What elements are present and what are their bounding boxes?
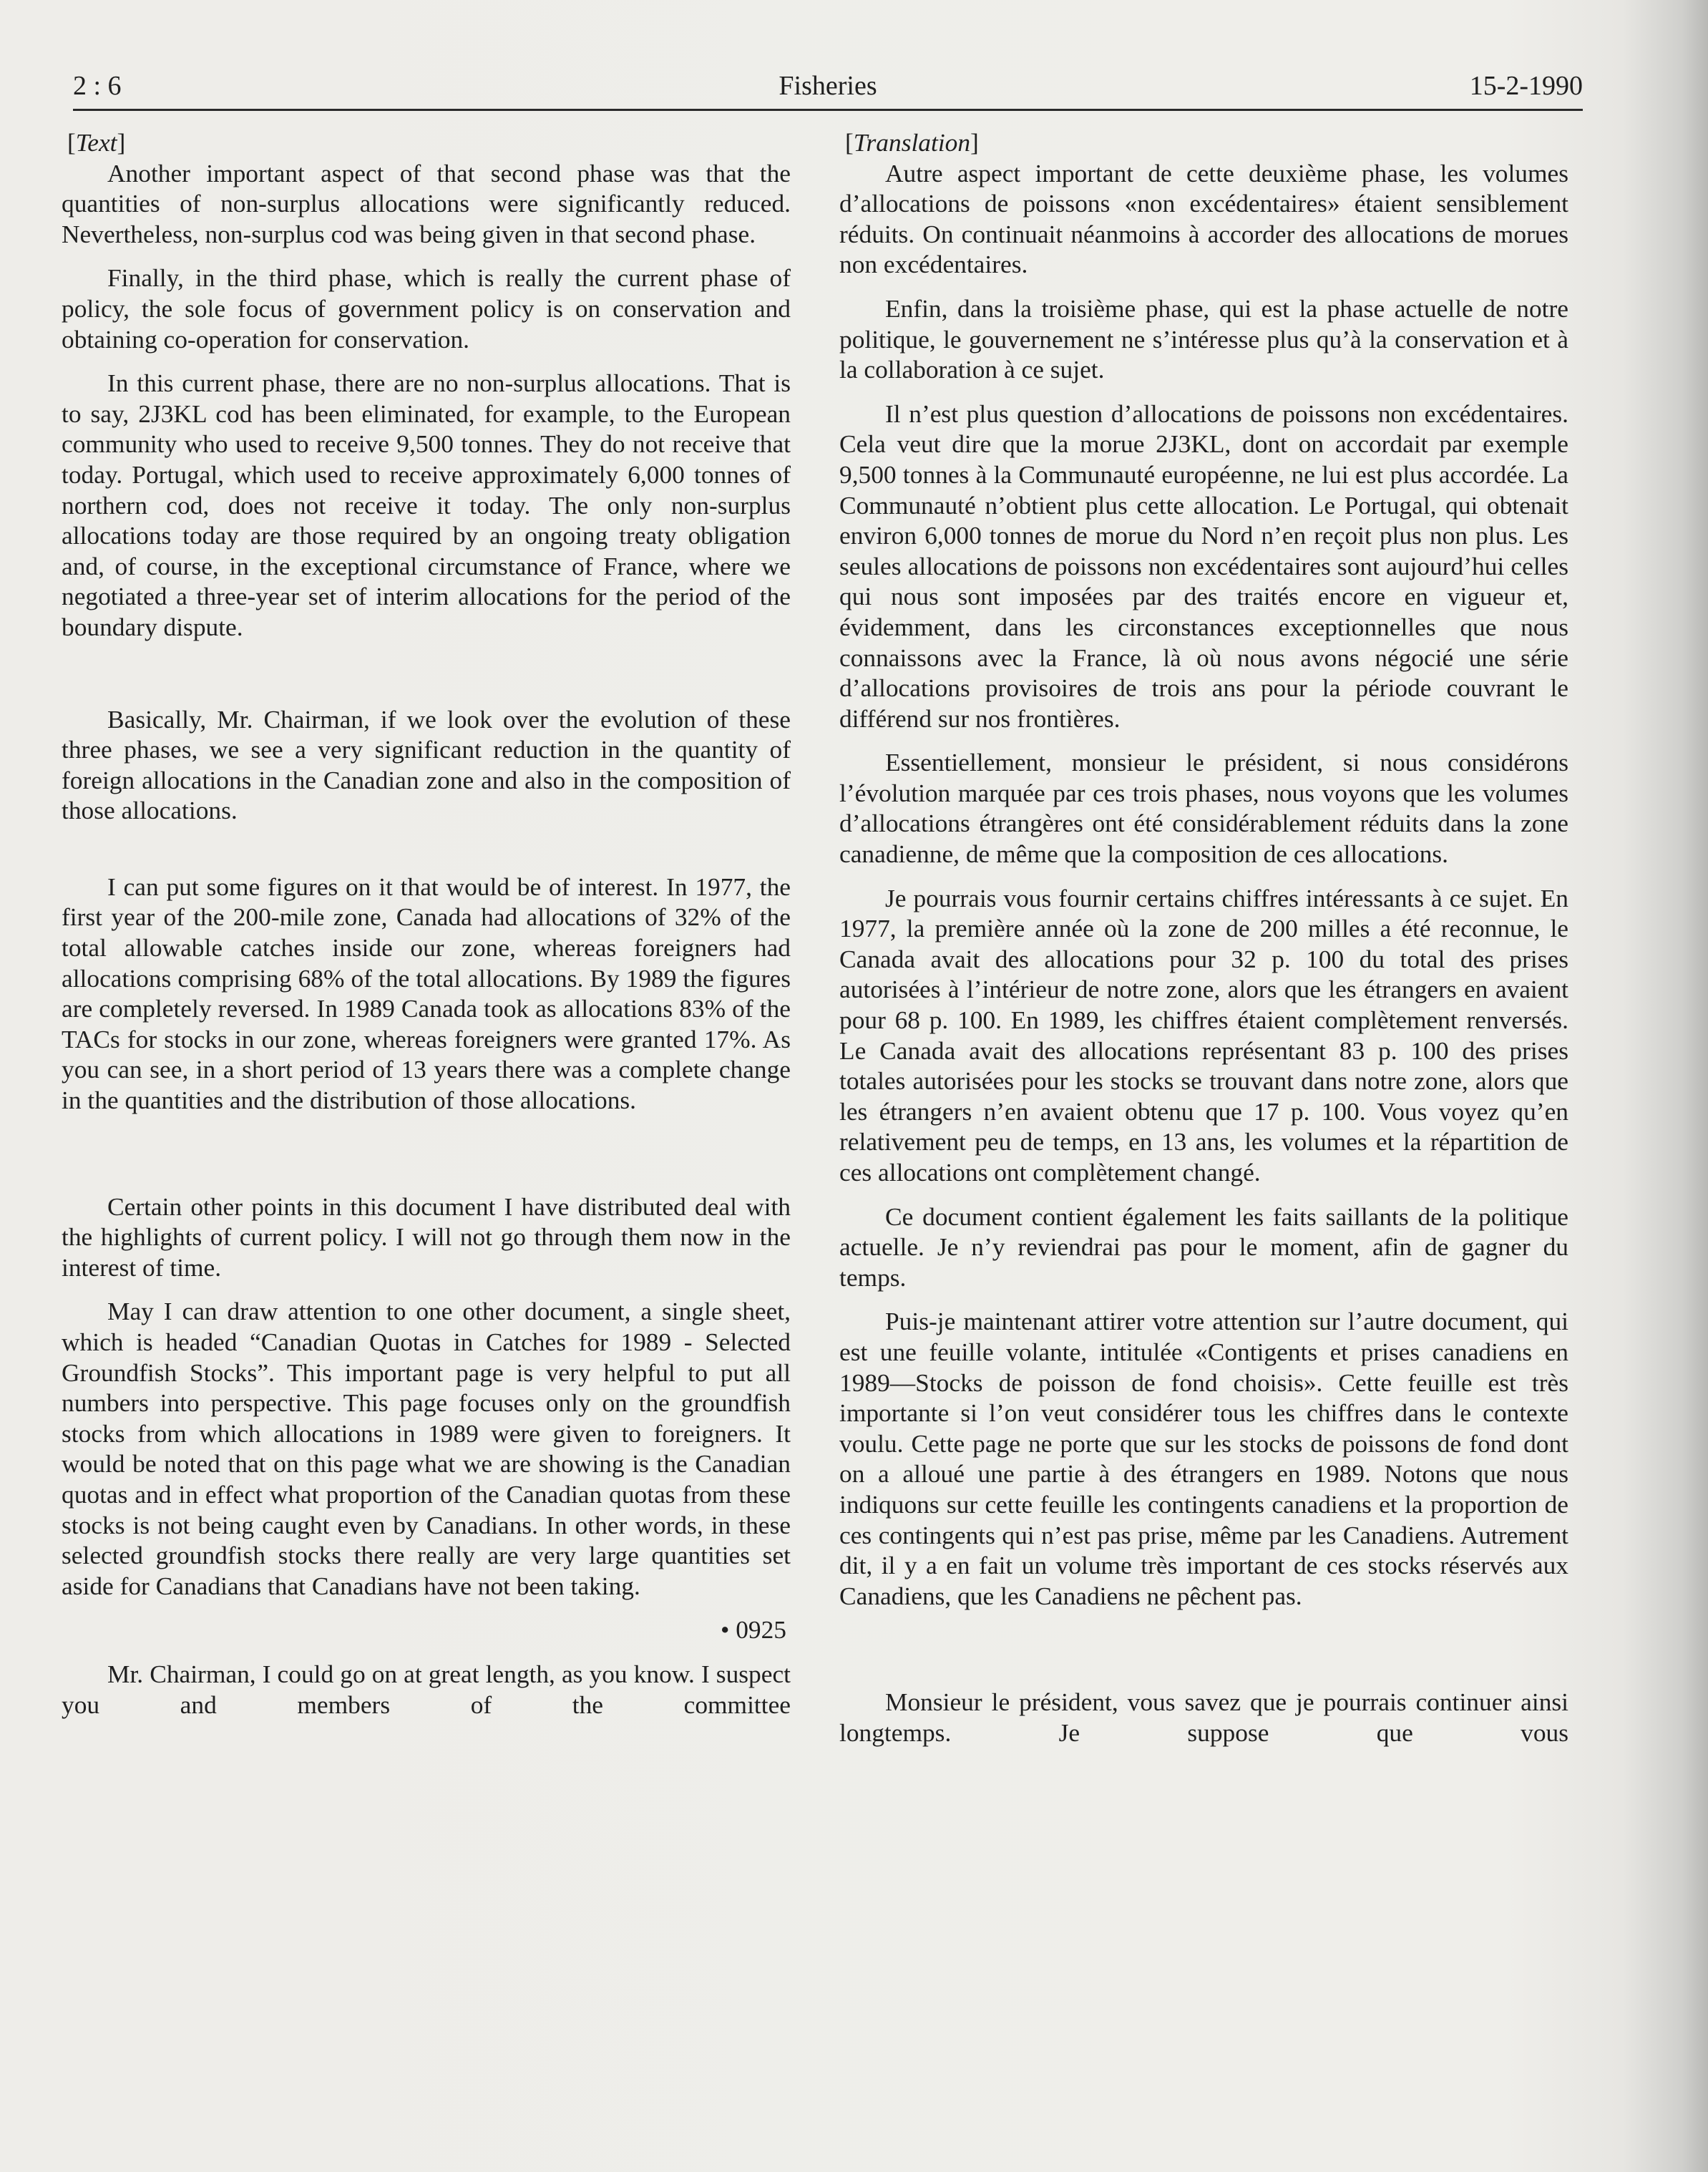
paragraph: Mr. Chairman, I could go on at great length, as you know. I suspect you and members of the committee	[62, 1659, 791, 1719]
paragraph: Monsieur le président, vous savez que je pourrais continuer ainsi longtemps. Je suppose que vous	[839, 1688, 1568, 1747]
paragraph: In this current phase, there are no non-surplus allocations. That is to say, 2J3KL cod has been eliminated, for example, to the European community who used to receive 9,500 tonnes. They do not receive that today. Portugal, which used to receive approximately 6,000 tonnes of northern cod, does not receive it today. The only non-surplus allocations today are those required by an ongoing treaty obligation and, of course, in the exceptional circumstance of France, where we negotiated a three-year set of interim allocations for the period of the boundary dispute.	[62, 369, 791, 641]
french-column	[839, 127, 1568, 1748]
column-label-translation: [Translation]	[845, 128, 979, 157]
header-date: 15-2-1990	[1469, 71, 1583, 101]
column-label-text: [Text]	[67, 128, 126, 157]
paragraph: May I can draw attention to one other document, a single sheet, which is headed “Canadian Quotas in Catches for 1989 - Selected Groundfish Stocks”. This important page is very helpful to put all numbers into perspective. This page focuses only on the groundfish stocks from which allocations in 1989 were given to foreigners. It would be noted that on this page what we are showing is the Canadian quotas and in effect what proportion of the Canadian quotas from these stocks is not being caught even by Canadians. In other words, in these selected groundfish stocks there really are very large quantities set aside for Canadians that Canadians have not been taking.	[62, 1297, 791, 1600]
paragraph: Certain other points in this document I have distributed deal with the highlights of current policy. I will not go through them now in the interest of time.	[62, 1192, 791, 1282]
paragraph: I can put some figures on it that would be of interest. In 1977, the first year of the 200-mile zone, Canada had allocations of 32% of the total allowable catches inside our zone, whereas foreigners had allocations comprising 68% of the total allocations. By 1989 the figures are completely reversed. In 1989 Canada took as allocations 83% of the TACs for stocks in our zone, whereas foreigners were granted 17%. As you can see, in a short period of 13 years there was a complete change in the quantities and the distribution of those allocations.	[62, 872, 791, 1115]
paragraph: Il n’est plus question d’allocations de poissons non excédentaires. Cela veut dire que la morue 2J3KL, dont on accordait par exemple 9,500 tonnes à la Communauté européenne, ne lui est plus accordée. La Communauté n’obtient plus cette allocation. Le Portugal, qui obtenait environ 6,000 tonnes de morue du Nord n’en reçoit plus non plus. Les seules allocations de poissons non excédentaires sont aujourd’hui celles qui nous sont imposées par des traités encore en vigueur et, évidemment, dans les circonstances exceptionnelles que nous connaissons avec la France, là où nous avons négocié une série d’allocations provisoires de trois ans pour la période couvrant le différend sur nos frontières.	[839, 399, 1568, 733]
paragraph: Ce document contient également les faits saillants de la politique actuelle. Je n’y reviendrai pas pour le moment, afin de gagner du temps.	[839, 1202, 1568, 1292]
english-column	[62, 127, 791, 1720]
paragraph: Basically, Mr. Chairman, if we look over the evolution of these three phases, we see a very significant reduction in the quantity of foreign allocations in the Canadian zone and also in the composition of those allocations.	[62, 704, 791, 825]
section-title: Fisheries	[779, 71, 877, 101]
paragraph: Finally, in the third phase, which is really the current phase of policy, the sole focus of government policy is on conservation and obtaining co-operation for conservation.	[62, 263, 791, 354]
paragraph: Enfin, dans la troisième phase, qui est la phase actuelle de notre politique, le gouvernement ne s’intéresse plus qu’à la conservation et à la collaboration à ce sujet.	[839, 293, 1568, 384]
paragraph: Autre aspect important de cette deuxième phase, les volumes d’allocations de poissons «non excédentaires» étaient sensiblement réduits. On continuait néanmoins à accorder des allocations de morues non excédentaires.	[839, 158, 1568, 279]
time-marker: • 0925	[720, 1615, 786, 1645]
paragraph: Je pourrais vous fournir certains chiffres intéressants à ce sujet. En 1977, la première année où la zone de 200 milles a été reconnue, le Canada avait des allocations pour 32 p. 100 du total des prises autorisées à l’intérieur de notre zone, alors que les étrangers en avaient pour 68 p. 100. En 1989, les chiffres étaient complètement renversés. Le Canada avait des allocations représentant 83 p. 100 des prises totales autorisées pour les stocks se trouvant dans notre zone, alors que les étrangers n’en avaient obtenu que 17 p. 100. Vous voyez qu’en relativement peu de temps, en 13 ans, les volumes et la répartition de ces allocations ont complètement changé.	[839, 883, 1568, 1187]
page-header	[73, 69, 1583, 111]
paragraph: Puis-je maintenant attirer votre attention sur l’autre document, qui est une feuille volante, intitulée «Contigents et prises canadiens en 1989—Stocks de poisson de fond choisis». Cette feuille est très importante si l’on veut considérer tous les chiffres dans le contexte voulu. Cette page ne porte que sur les stocks de poissons de fond dont on a alloué une partie à des étrangers en 1989. Notons que nous indiquons sur cette feuille les contingents canadiens et la proportion de ces contingents qui n’est pas prise, même par les Canadiens. Autrement dit, il y a en fait un volume très important de ces stocks réservés aux Canadiens, que les Canadiens ne pêchent pas.	[839, 1307, 1568, 1610]
paragraph: Another important aspect of that second phase was that the quantities of non-surplus allocations were significantly reduced. Nevertheless, non-surplus cod was being given in that second phase.	[62, 158, 791, 248]
page-number: 2 : 6	[73, 71, 122, 101]
paragraph: Essentiellement, monsieur le président, si nous considérons l’évolution marquée par ces trois phases, nous voyons que les volumes d’allocations étrangères ont été considérablement réduits dans la zone canadienne, de même que la composition de ces allocations.	[839, 748, 1568, 869]
